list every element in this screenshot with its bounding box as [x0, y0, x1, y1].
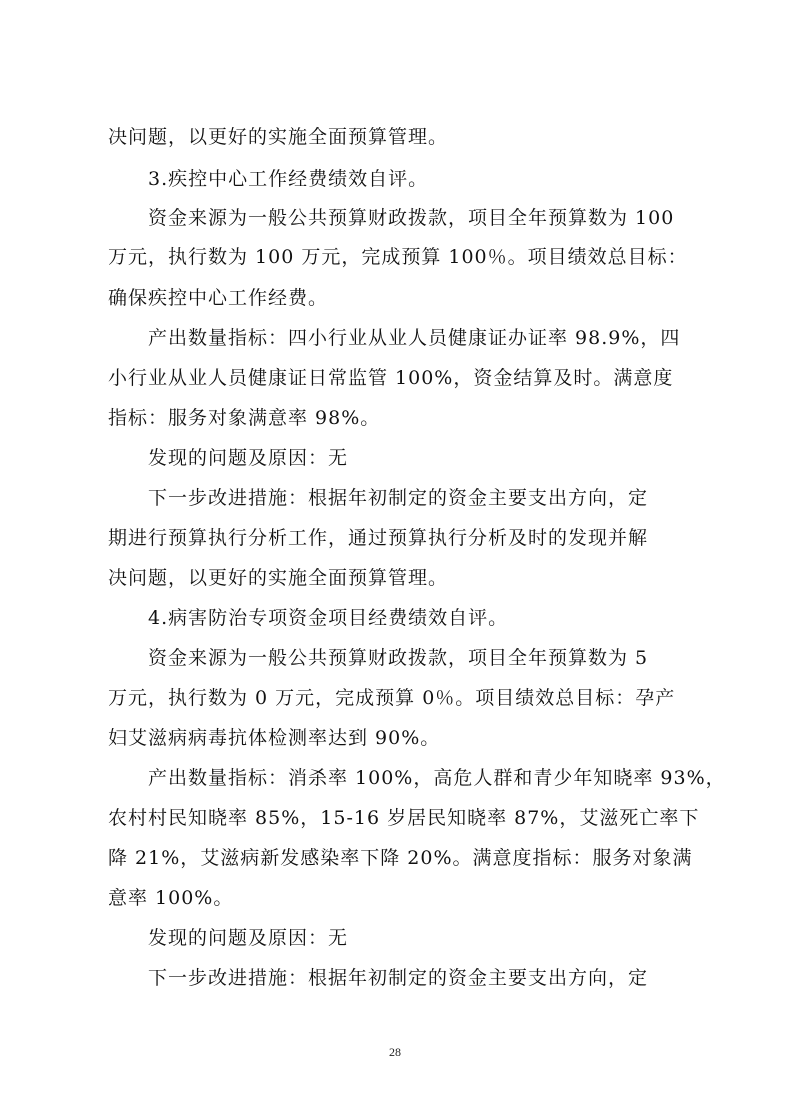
text-line: 意率 100%。	[108, 887, 234, 909]
text-line: 万元，执行数为 0 万元，完成预算 0％。项目绩效总目标：孕产	[108, 687, 676, 709]
page-number: 28	[389, 1045, 401, 1059]
text-line: 资金来源为一般公共预算财政拨款，项目全年预算数为 100	[148, 207, 675, 229]
section-heading: 4.病害防治专项资金项目经费绩效自评。	[148, 607, 509, 629]
text-line: 指标：服务对象满意率 98%。	[108, 407, 381, 429]
text-line: 产出数量指标：消杀率 100%，高危人群和青少年知晓率 93%，	[148, 767, 726, 789]
text-line: 降 21%，艾滋病新发感染率下降 20%。满意度指标：服务对象满	[108, 847, 693, 869]
text-line: 确保疾控中心工作经费。	[108, 287, 329, 309]
text-line: 小行业从业人员健康证日常监管 100%，资金结算及时。满意度	[108, 367, 674, 389]
text-line: 资金来源为一般公共预算财政拨款，项目全年预算数为 5	[148, 647, 649, 669]
text-line: 妇艾滋病病毒抗体检测率达到 90%。	[108, 727, 441, 749]
text-line: 农村村民知晓率 85%，15-16 岁居民知晓率 87%，艾滋死亡率下	[108, 807, 700, 829]
text-line: 万元，执行数为 100 万元，完成预算 100％。项目绩效总目标：	[108, 246, 688, 268]
text-line: 下一步改进措施：根据年初制定的资金主要支出方向，定	[148, 487, 649, 509]
text-line: 发现的问题及原因：无	[148, 927, 349, 949]
text-line: 决问题，以更好的实施全面预算管理。	[108, 126, 449, 148]
text-line: 产出数量指标：四小行业从业人员健康证办证率 98.9%，四	[148, 327, 681, 349]
text-line: 决问题，以更好的实施全面预算管理。	[108, 567, 449, 589]
text-line: 下一步改进措施：根据年初制定的资金主要支出方向，定	[148, 967, 649, 989]
text-line: 期进行预算执行分析工作，通过预算执行分析及时的发现并解	[108, 527, 649, 549]
section-heading: 3.疾控中心工作经费绩效自评。	[148, 168, 429, 190]
text-line: 发现的问题及原因：无	[148, 447, 349, 469]
